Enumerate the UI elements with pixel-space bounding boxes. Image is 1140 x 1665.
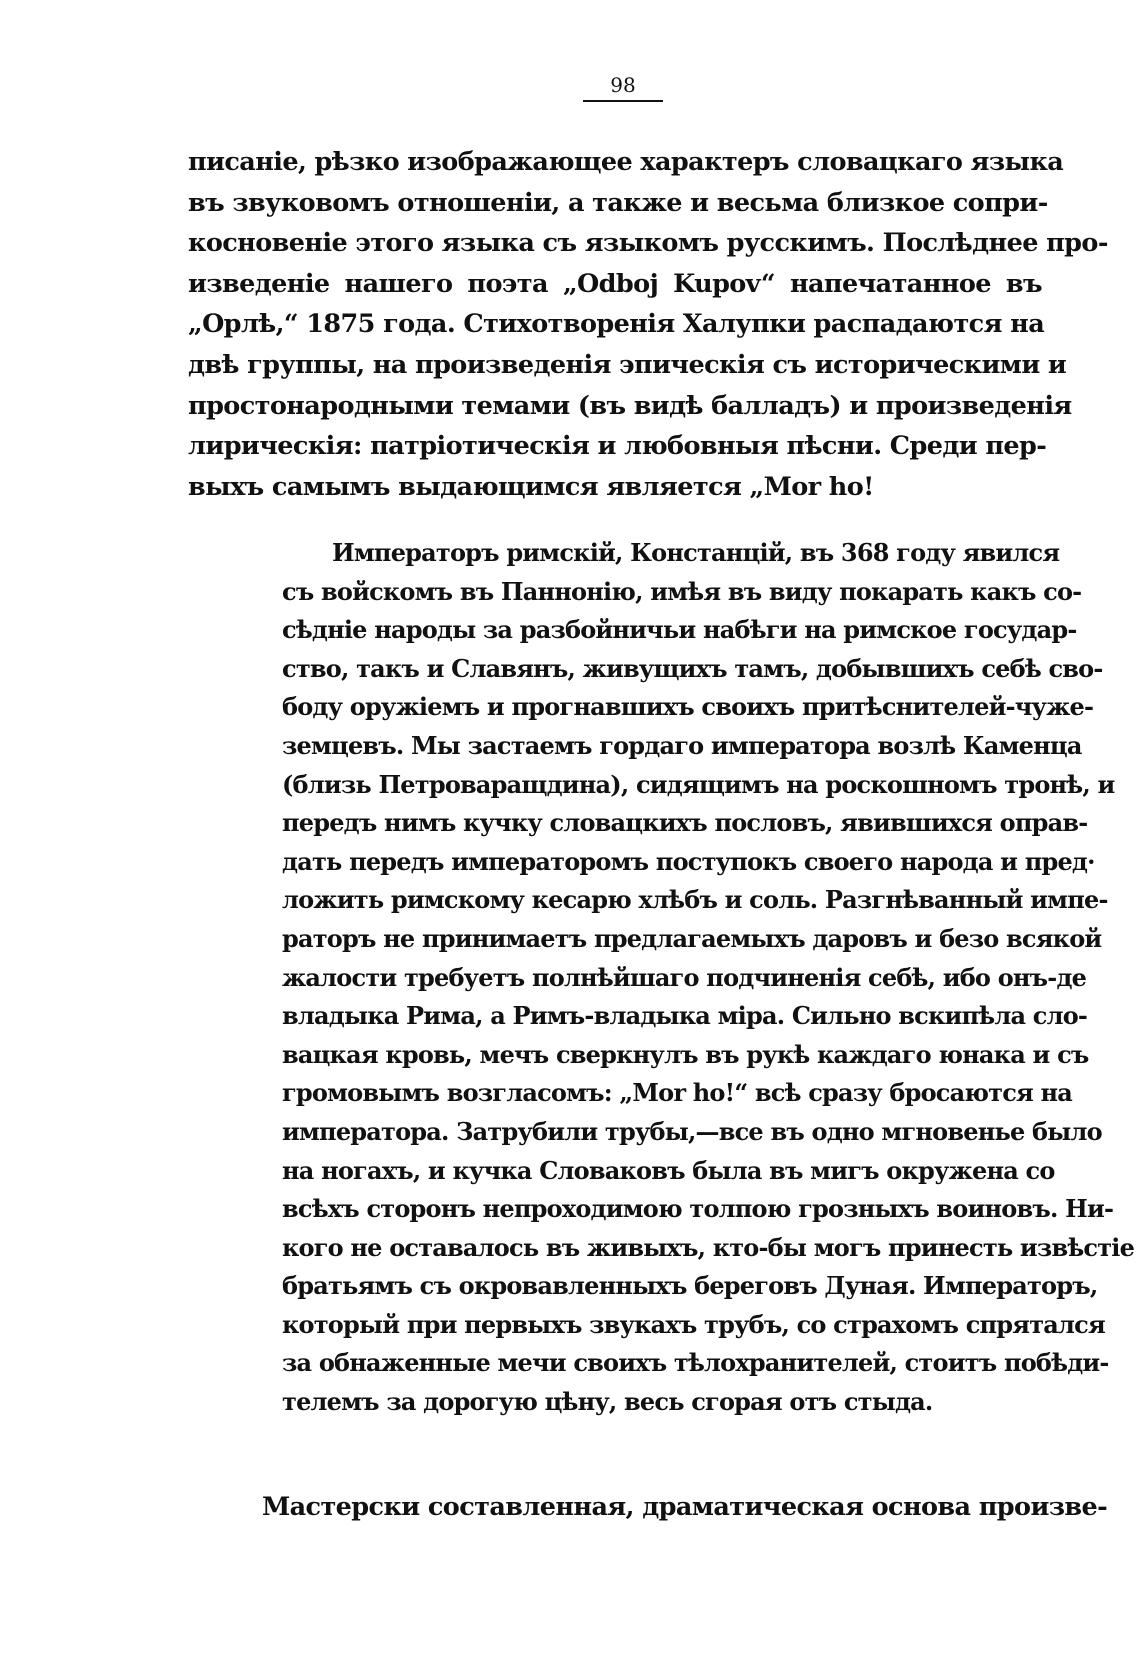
text-line: земцевъ. Мы застаемъ гордаго императора возлѣ Каменца [282,730,1082,760]
text-line: вацкая кровь, мечъ сверкнулъ въ рукѣ каждаго юнака и съ [282,1039,1089,1069]
text-line: императора. Затрубили трубы,—все въ одно мгновенье было [282,1116,1102,1146]
text-line: сѣдніе народы за разбойничьи набѣги на римское государ- [282,615,1077,645]
text-line: писаніе, рѣзко изображающее характеръ словацкаго языка [188,147,1064,177]
text-line: простонародными темами (въ видѣ балладъ) и произведенія [188,390,1072,421]
text-line: за обнаженные мечи своихъ тѣлохранителей, стоитъ побѣди- [282,1348,1109,1378]
text-line: передъ нимъ кучку словацкихъ пословъ, явившихся оправ- [282,808,1088,838]
text-line: ство, такъ и Славянъ, живущихъ тамъ, добывшихъ себѣ сво- [282,653,1103,683]
text-line: владыка Рима, а Римъ-владыка міра. Сильно вскипѣла сло- [282,1001,1088,1031]
text-line: братьямъ съ окровавленныхъ береговъ Дуная. Императоръ, [282,1271,1098,1301]
text-line: боду оружіемъ и прогнавшихъ своихъ притѣснителей-чуже- [282,692,1094,722]
page-number: 98 [583,72,663,102]
paragraph-intro [188,142,1108,507]
text-line: (близь Петроваращдина), сидящимъ на роскошномъ тронѣ, и [282,769,1115,799]
text-line: раторъ не принимаетъ предлагаемыхъ даровъ и безо всякой [282,923,1102,953]
text-line: телемъ за дорогую цѣну, весь сгорая отъ стыда. [282,1387,933,1417]
text-line: Мастерски составленная, драматическая основа произве- [262,1492,1108,1522]
text-line: ложить римскому кесарю хлѣбъ и соль. Разгнѣванный импе- [282,885,1108,915]
text-line: въ звуковомъ отношеніи, а также и весьма близкое сопри- [188,187,1048,218]
text-line: выхъ самымъ выдающимся является „Mor ho! [188,471,874,502]
text-line: съ войскомъ въ Паннонію, имѣя въ виду покарать какъ со- [282,576,1082,606]
text-line: который при первыхъ звукахъ трубъ, со страхомъ спрятался [282,1309,1105,1339]
text-line: на ногахъ, и кучка Словаковъ была въ мигъ окружена со [282,1155,1055,1185]
text-line: кого не оставалось въ живыхъ, кто-бы могъ принесть извѣстіе [282,1232,1135,1262]
text-line: всѣхъ сторонъ непроходимою толпою грозныхъ воиновъ. Ни- [282,1194,1114,1224]
text-line: жалости требуетъ полнѣйшаго подчиненія себѣ, ибо онъ-де [282,962,1087,992]
text-line: изведеніе нашего поэта „Odboj Kupov“ напечатанное въ [188,268,1042,299]
text-line: Императоръ римскій, Констанцій, въ 368 году явился [332,538,1060,567]
text-line: косновеніе этого языка съ языкомъ русскимъ. Послѣднее про- [188,228,1108,259]
text-line: дать передъ императоромъ поступокъ своего народа и пред· [282,846,1095,876]
paragraph-continuation [262,1487,1108,1527]
text-line: „Орлѣ,“ 1875 года. Стихотворенія Халупки распадаются на [188,309,1045,340]
text-line: двѣ группы, на произведенія эпическія съ историческими и [188,349,1067,380]
text-line: громовымъ возгласомъ: „Mor ho!“ всѣ сразу бросаются на [282,1078,1073,1108]
text-line: лирическія: патріотическія и любовныя пѣсни. Среди пер- [188,431,1047,462]
paragraph-summary-quote [282,534,1135,1422]
